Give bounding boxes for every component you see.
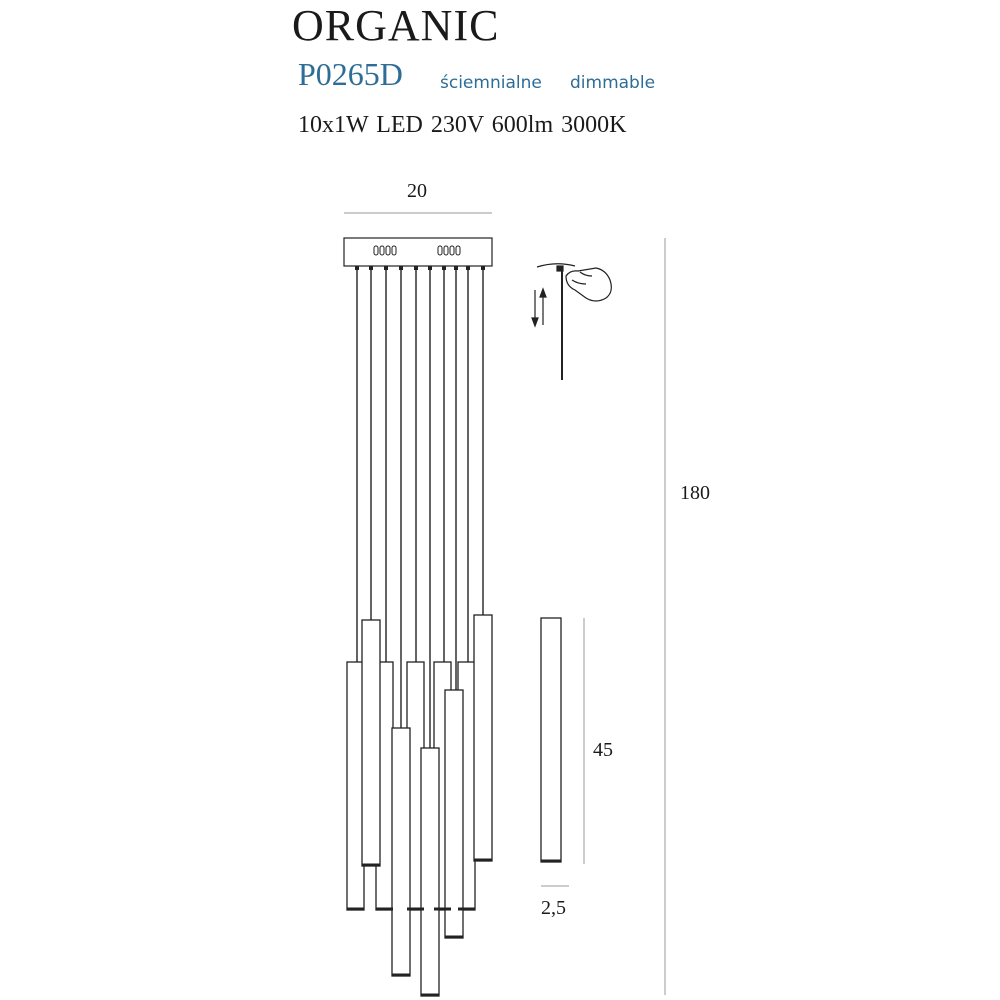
- product-title: ORGANIC: [292, 1, 500, 50]
- tube-10: [421, 748, 439, 996]
- width-dimension-label: 20: [407, 180, 427, 202]
- dimmable-label-english: dimmable: [570, 73, 656, 93]
- ceiling-canopy: [344, 238, 492, 266]
- pendant-tubes: [347, 615, 492, 996]
- tube-6: [362, 620, 380, 866]
- height-adjust-arrows-icon: [532, 289, 546, 326]
- hand-adjust-icon: [537, 264, 611, 380]
- tube-9: [392, 728, 410, 976]
- height-dimension-label: 180: [680, 482, 710, 504]
- tube-8: [445, 690, 463, 938]
- spec-line: 10x1W LED 230V 600lm 3000K: [298, 112, 627, 138]
- tube-diameter-label: 2,5: [541, 897, 566, 919]
- tube-7: [474, 615, 492, 861]
- tube-length-label: 45: [593, 739, 613, 761]
- detail-tube: [541, 618, 561, 862]
- model-number: P0265D: [298, 56, 403, 92]
- dimmable-label-polish: ściemnialne: [440, 73, 542, 93]
- cable-anchors: [355, 266, 485, 270]
